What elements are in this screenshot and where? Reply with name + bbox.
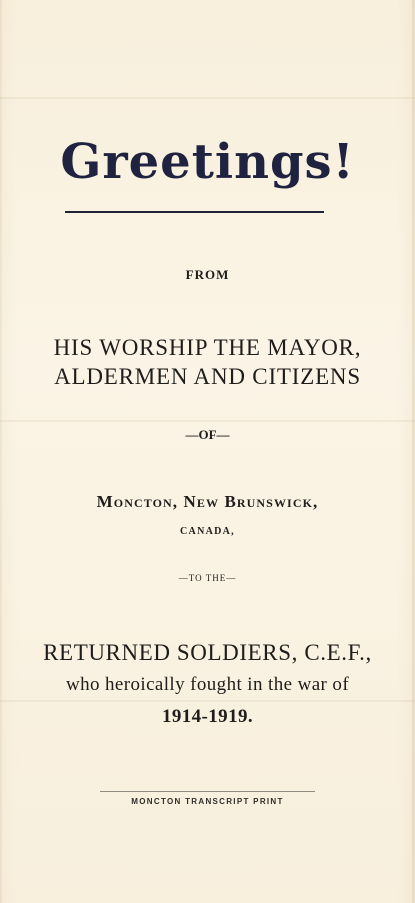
- city-province-line: Moncton, New Brunswick,: [96, 492, 319, 511]
- fold-line-top: [0, 97, 415, 99]
- mayor-citizens-block: [0, 333, 415, 391]
- of-divider: —OF—: [185, 427, 230, 442]
- to-the-divider: —TO THE—: [178, 573, 237, 583]
- mayor-line-2: ALDERMEN AND CITIZENS: [54, 364, 361, 389]
- from-label: FROM: [185, 267, 230, 282]
- printer-credit: MONCTON TRANSCRIPT PRINT: [131, 797, 284, 806]
- recipients-line: RETURNED SOLDIERS, C.E.F.,: [43, 640, 372, 665]
- fold-line-bottom: [0, 700, 415, 702]
- title-underline: [65, 211, 324, 213]
- fold-line-middle: [0, 420, 415, 422]
- page-left-edge: [0, 0, 2, 903]
- mayor-line-1: HIS WORSHIP THE MAYOR,: [53, 335, 362, 360]
- printer-rule: [100, 791, 315, 792]
- country-line: CANADA,: [180, 526, 235, 537]
- dedication-line: who heroically fought in the war of: [65, 674, 350, 695]
- war-years: 1914-1919.: [161, 706, 254, 727]
- greeting-title: Greetings!: [60, 134, 355, 190]
